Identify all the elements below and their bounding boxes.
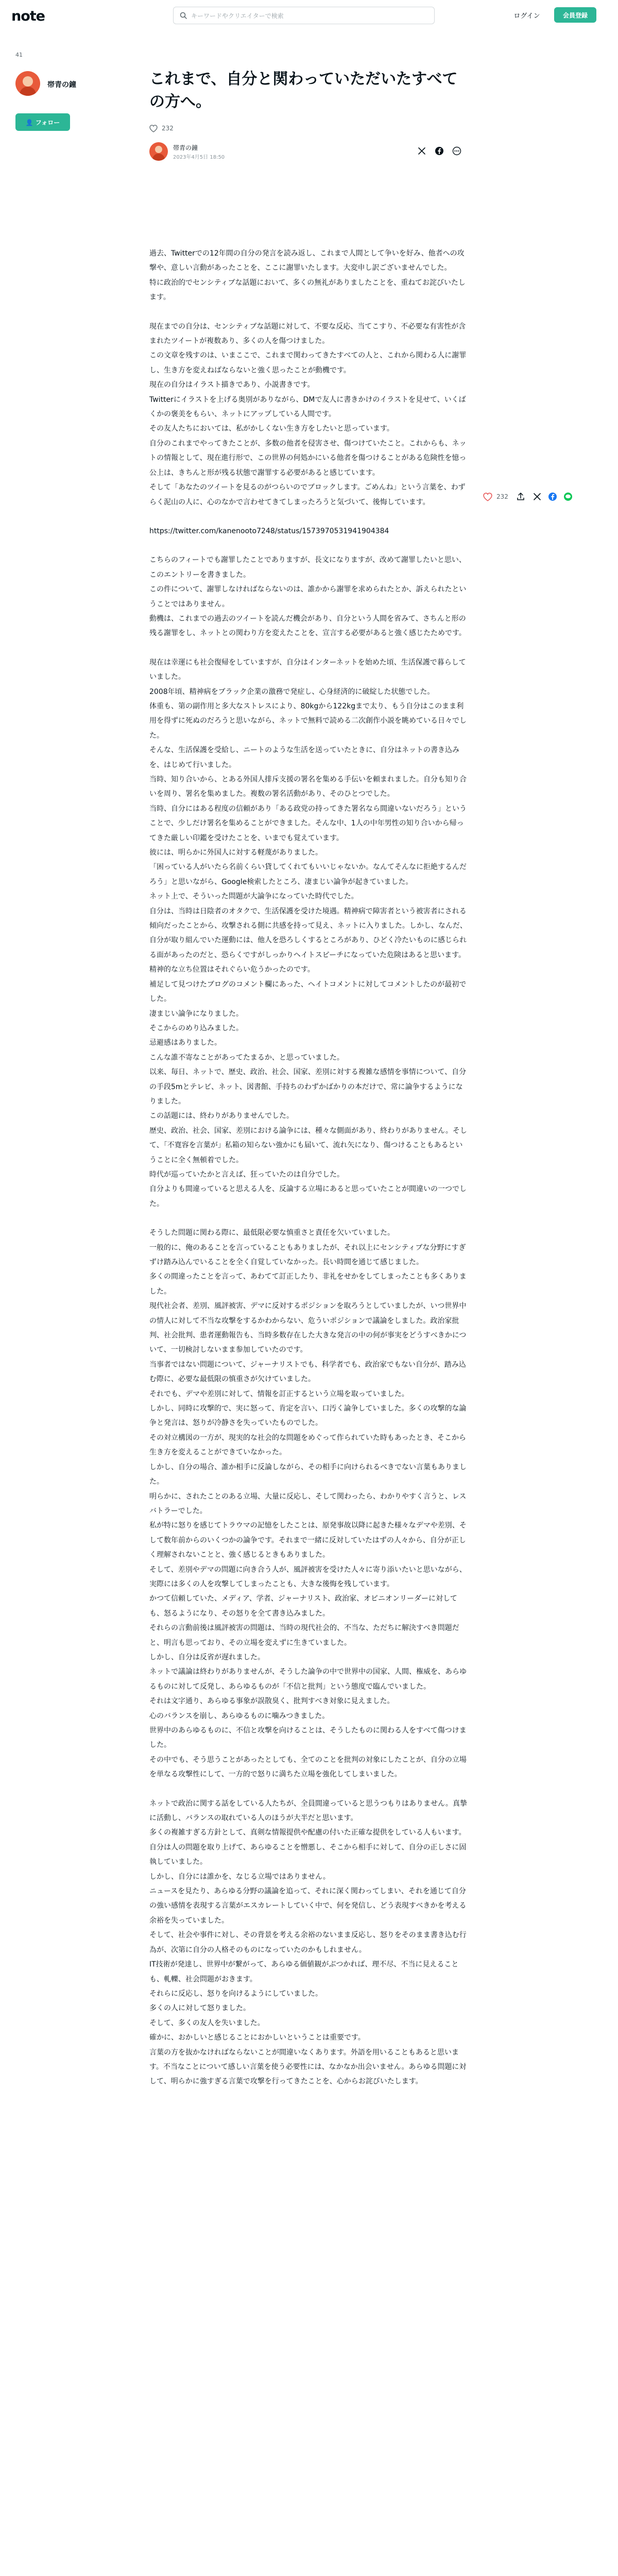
article-body [149,246,469,2104]
site-header [0,0,618,31]
author-row [149,142,469,163]
line-share-icon[interactable] [563,492,573,501]
floating-action-bar [483,489,607,505]
signup-button[interactable]: 会員登録 [554,7,596,23]
avatar-body [152,154,165,161]
article-paragraph: 現在までの自分は、センシティブな話題に対して、不要な反応、当てこすり、不必要な有害性が含まれたツイートが複数あり、多くの人を傷つけました。 この文章を残すのは、いまここで、これまで関わってきたすべての人と、これから関わる人に謝罪し、生き方を変えねばならないと強く思ったことが動機です。 現在の自分はイラスト描きであり、小説書きです。 Twitterにイラストを上げる奥別がありながら、DMで友人に書きかけのイラストを見せて、いくばくかの褒美をもらい、ネットにアップしている人間です。 その友人たちにおいては、私がかしくない生き方をしたいと思っています。 自分のこれまでやってきたことが、多数の他者を侵害させ、傷つけていたこと。これからも、ネットの情報として、現在進行形で、この世界の何処かにいる他者を傷つけることがある危険性を憶っ公上は、きちんと形が残る状態で謝罪する必要があると感じています。 そして「あなたのツイートを見るのがつらいのでブロックします。ごめんね」という言葉を、わずらく泥山の人に、心のなかで言わせてきてしまったろうと気づいて、後悔しています。 [149,322,467,506]
share-icon[interactable] [516,492,525,501]
x-share-icon[interactable] [533,492,542,501]
heart-icon[interactable] [483,493,492,501]
creator-name[interactable]: 帯青の鐘 [47,81,76,89]
creator-avatar[interactable] [15,71,40,96]
avatar-face [155,146,162,153]
article-paragraph: 現在は幸運にも社会復帰をしていますが、自分はインターネットを始めた頃、生活保護で暮らしていました。 2008年頃、精神病をブラック企業の激務で発症し、心身経済的に破綻した状態でした。 体重も、第の副作用と多大なストレスにより、80kgから122kgまで太り、もう自分はこのまま利用を得ずに死ぬのだろうと思いながら、ネットで無料で読める二次創作小説を眺めている日々でした。 そんな、生活保護を受給し、ニートのような生活を送っていたときに、自分はネットの書き込みを、はじめて行いました。 当時、知り合いから、とある外国人排斥支援の署名を集める手伝いを頼まれました。自分も知り合いを周り、署名を集めました。複数の署名活動があり、そのひとつでした。 当時、自分にはある程度の信頼があり「ある政党の持ってきた署名なら間違いないだろう」ということで、少しだけ署名を集めることができました。そんな中、1人の中年男性の知り合いから帰ってきた厳しい印鑑を受けたことを、いまでも覚えています。 彼には、明らかに外国人に対する軽蔑がありました。 「困っている人がいたら名前くらい貸してくれてもいいじゃないか。なんてそんなに拒絶するんだろう」と思いながら、Google検索したところ、凄まじい論争が起きていました。 ネット上で、そういった問題が大論争になっていた時代でした。 自分は、当時は日陰者のオタクで、生活保護を受けた境遇。精神病で障害者という被害者にされる傾向だったことから、攻撃される側に共感を持って見え、ネットに入りました。しかし、なんだ、自分が取り組んでいた運動には、他人を恐ろしくするところがあり、ひどく冷たいものに感じられる面があったのだと、恐らくですがしっかりヘイトスピーチになっていた危険はあると思います。精神的な立ち位置はそれぐらい危うかったのです。 補足して見つけたブログのコメント欄にあった、ヘイトコメントに対してコメントしたのが最初でした。 凄まじい論争になりました。 そこからのめり込みました。 忌避感はありました。 こんな誰不寄なことがあってたまるか、と思っていました。 以来、毎日、ネットで、歴史、政治、社会、国家、差別に対する複雑な感情を事情について、自分の手段5mとテレビ、ネット、図書館、手持ちのわずかばかりの本だけで、常に論争するようになりました。 この話題には、終わりがありませんでした。 歴史、政治、社会、国家、差別における論争には、種々な側面があり、終わりがありません。そして、「不寛容を言葉が」私箱の知らない強かにも届いて、流れ矢になり、傷つけることもあるということに全く無頓着でした。 時代が巡っていたかと言えば、狂っていたのは自分でした。 自分よりも間違っていると思える人を、反論する立場にあると思っていたことが間違いの一つでした。 [149,658,467,1208]
search-input[interactable] [191,10,428,22]
facebook-share-icon[interactable] [548,492,557,501]
facebook-share-icon[interactable] [435,146,444,156]
follow-button[interactable] [15,113,70,131]
like-count[interactable]: 232 [162,125,174,132]
search-icon [180,12,187,19]
follow-plus-icon: 👤 [25,118,36,126]
heart-icon[interactable] [149,125,158,132]
like-count[interactable]: 232 [496,493,508,500]
author-name[interactable]: 帯青の鐘 [173,144,198,151]
more-icon[interactable] [452,146,461,156]
author-avatar[interactable] [149,142,168,161]
article-paragraph: 過去、Twitterでの12年間の自分の発言を読み返し、これまで人間として争いを好み、他者への攻撃や、意しい言動があったことを、ここに謝罪いたします。大変申し訳ございませんでした。 特に政治的でセンシティブな話題において、多くの無礼がありましたことを、重ねてお詫びいたします。 [149,249,466,302]
follow-label: フォロー [35,118,60,126]
note-logo[interactable]: note [11,8,45,24]
avatar-body [20,87,36,96]
search-box[interactable] [173,7,435,24]
article-paragraph: こちらのフィートでも謝罪したことでありますが、長文になりますが、改めて謝罪したいと思い、このエントリーを書きました。 この件について、謝罪しなければならないのは、誰かから謝罪を求められたとか、訴えられたということではありません。 動機は、これまでの過去のツイートを読んだ機会があり、自分という人間を省みて、さちんと形の残る謝罪をし、ネットとの関わり方を変えたことを、宣言する必要があると強く感じたためです。 [149,556,467,638]
post-date: 2023年4月5日 18:50 [173,155,225,160]
creator-count: 41 [15,52,23,58]
share-buttons-top [417,146,469,157]
login-button[interactable]: ログイン [509,7,545,23]
x-share-icon[interactable] [417,146,426,156]
avatar-face [23,76,33,87]
article-title: これまで、自分と関わっていただいたすべての方へ。 [149,70,458,111]
article-paragraph: そうした問題に関わる際に、最低限必要な慎重さと責任を欠いていました。 一般的に、俺のあることを言っていることもありましたが、それ以上にセンシティブな分野にすぎずけ踏み込んでいることを全く自覚していなかった。長い時間を通じて感じました。 多くの間違ったことを言って、あわてて訂正したり、非礼をせかをしてしまったことも多くありました。 現代社会者、差別、風評被害、デマに反対するポジションを取ろうとしていましたが、いつ世界中の情人に対して不当な攻撃をするかわからない、危ういポジションで議論をしました。政治家批判、社会批判、患者運動報告も、当時多数存在した大きな発言の中の何が事実をどうすべきかについて、一切検討しないまま参加していたのです。 当事者ではない問題について、ジャーナリストでも、科学者でも、政治家でもない自分が、踏み込む際に、必要な最低限の慎重さが欠けていました。 それでも、デマや差別に対して、情報を訂正するという立場を取っていました。 しかし、同時に攻撃的で、実に怒って、肯定を言い、口汚く論争していました。多くの攻撃的な論争と発言は、怒りが冷静さを失っていたものでした。 その対立構図の一方が、現実的な社会的な問題をめぐって作られていた時もあったとき、そこから生き方を変えることができていなかった。 しかし、自分の場合、誰か相手に反論しながら、その相手に向けられるべきでない言葉もありました。 明らかに、されたことのある立場、大量に反応し、そして関わったら、わかりやすく言うと、レスバトラーでした。 私が特に怒りを感じてトラウマの記憶をしたことは、原発事故以降に起きた様々なデマや差別、そして数年前からのいくつかの論争です。それまで一緒に反対していたはずの人々から、自分が正しく理解されないことと、強く感じるときもありました。 そして、差別やデマの問題に向き合う人が、風評被害を受けた人々に寄り添いたいと思いながら、実際には多くの人を攻撃してしまったことも、大きな後悔を残しています。 かつて信頼していた、メディア、学者、ジャーナリスト、政治家、オピニオンリーダーに対しても、怒るようになり、その怒りを全て書き込みました。 それらの言動前後は風評被害の問題は、当時の現代社会的、不当な、ただちに解決すべき問題だと、明言も思っており、その立場を変えずに生きていました。 しかし、自分は反省が遅れました。 ネットで議論は終わりがありませんが、そうした論争の中で世界中の国家、人間、権威を、あらゆるものに対して反発し、あらゆるものが「不信と批判」という態度で臨んでいました。 それは文字通り、あらゆる事象が誤散臭く、批判すべき対象に見えました。 心のバランスを崩し、あらゆるものに噛みつきました。 世界中のあらゆるものに、不信と攻撃を向けることは、そうしたものに関わる人をすべて傷つけました。 その中でも、そう思うことがあったとしても、全てのことを批判の対象にしたことが、自分の立場を単なる攻撃性にして、一方的で怒りに満ちた立場を強化してしまいました。 [149,1229,467,1779]
embedded-tweet-link[interactable]: https://twitter.com/kanenooto7248/status/1573970531941904384 [149,527,389,535]
article-paragraph: ネットで政治に関する話をしている人たちが、全員間違っていると思うつもりはありません。真摯に活動し、バランスの取れている人のほうが大半だと思います。 多くの複雑すぎる方針として、真剣な情報提供や配慮の付いた正確な提供をしている人もいます。自分は人の問題を取り上げて、あらゆることを憎悪し、そこから相手に対して、自分の正しさに固執していました。 しかし、自分には誰かを、なじる立場ではありません。 ニュースを見たり、あらゆる分野の議論を追って、それに深く関わってしまい、それを通じて自分の強い感情を表現する言葉がエスカレートしていく中で、何を発信し、どう表現すべきかを考える余裕を失っていました。 そして、社会や事件に対し、その背景を考える余裕のないまま反応し、怒りをそのまま書き込む行為が、次第に自分の人格そのものになっていたのかもしれません。 IT技術が発達し、世界中が繋がって、あらゆる価値観がぶつかれば、理不尽、不当に見えることも、軋轢、社会問題がおきます。 それらに反応し、怒りを向けるようにしていました。 多くの人に対して怒りました。 そして、多くの友人を失いました。 確かに、おかしいと感じることにおかしいということは重要です。 言葉の方を抜かなければならないことが間違いなくあります。外語を用いることもあると思います。不当なことについて感しい言葉を使う必要性には、なかなか出会いません。あらゆる問題に対して、明らかに強すぎる言葉で攻撃を行ってきたことを、心からお詫びいたします。 [149,1799,467,2086]
